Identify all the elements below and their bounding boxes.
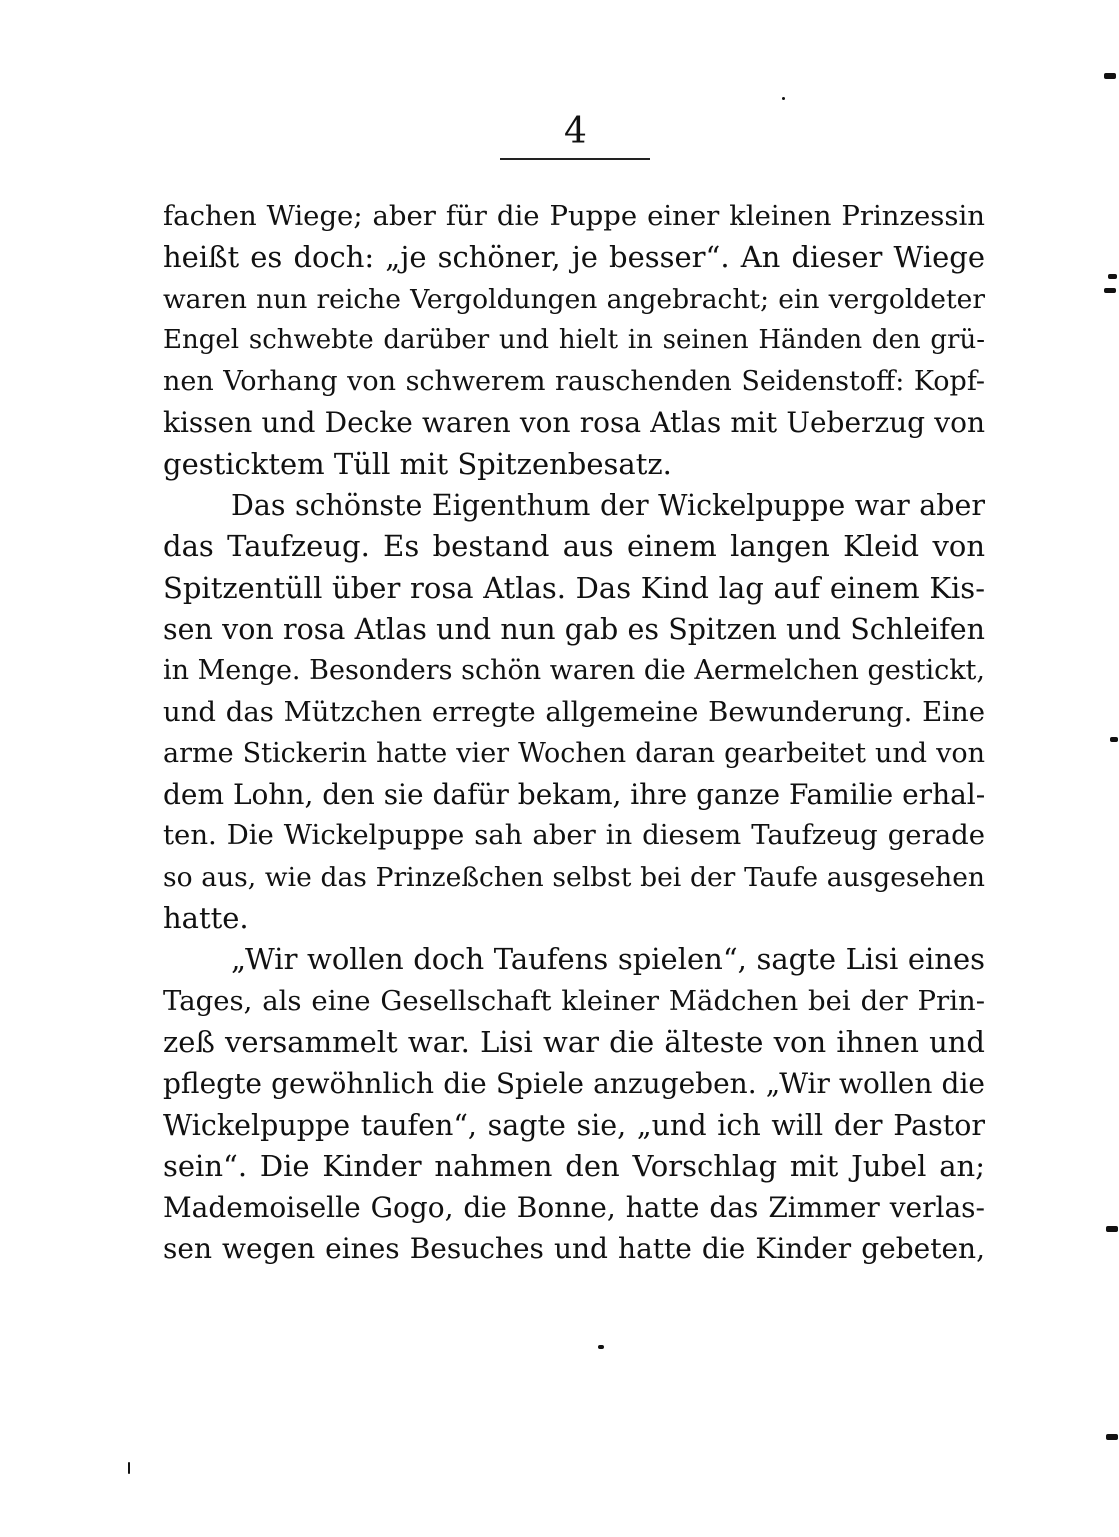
text-line: sen von rosa Atlas und nun gab es Spitzen und Schleifen [163, 612, 985, 646]
text-line: Spitzentüll über rosa Atlas. Das Kind lag auf einem Kis- [163, 570, 985, 605]
scan-speck [1108, 274, 1117, 279]
scan-speck [598, 1345, 604, 1349]
body-text [163, 196, 985, 1270]
text-line: dem Lohn, den sie dafür bekam, ihre ganze Familie erhal- [163, 778, 985, 812]
scan-speck [1104, 288, 1116, 293]
scan-speck [782, 97, 785, 100]
text-line: waren nun reiche Vergoldungen angebracht; ein vergoldeter [163, 283, 985, 315]
scan-speck [128, 1462, 130, 1474]
scan-speck [1106, 1226, 1118, 1232]
text-line: „Wir wollen doch Taufens spielen“, sagte Lisi eines [231, 942, 985, 977]
text-line: so aus, wie das Prinzeßchen selbst bei der Taufe ausgesehen [163, 861, 985, 893]
text-line: das Taufzeug. Es bestand aus einem langen Kleid von [163, 529, 985, 564]
text-line: Das schönste Eigenthum der Wickelpuppe war aber [231, 489, 985, 523]
scan-speck [1110, 737, 1118, 742]
text-line: Wickelpuppe taufen“, sagte sie, „und ich will der Pastor [163, 1108, 985, 1142]
text-line: Mademoiselle Gogo, die Bonne, hatte das Zimmer verlas- [163, 1191, 985, 1225]
page-number-rule [500, 158, 650, 160]
text-line: Engel schwebte darüber und hielt in seinen Händen den grü- [163, 324, 985, 355]
text-line: fachen Wiege; aber für die Puppe einer kleinen Prinzessin [163, 200, 985, 232]
text-line: sen wegen eines Besuches und hatte die Kinder gebeten, [163, 1232, 985, 1266]
text-line: sein“. Die Kinder nahmen den Vorschlag mit Jubel an; [163, 1148, 985, 1183]
text-line: Tages, als eine Gesellschaft kleiner Mädchen bei der Prin- [163, 984, 985, 1017]
page-number: 4 [564, 111, 587, 152]
scan-speck [1106, 1434, 1118, 1440]
scan-speck [1104, 73, 1116, 79]
text-line: pflegte gewöhnlich die Spiele anzugeben. „Wir wollen die [163, 1067, 985, 1101]
text-line: heißt es doch: „je schöner, je besser“. An dieser Wiege [163, 240, 985, 275]
text-line: nen Vorhang von schwerem rauschenden Seidenstoff: Kopf- [163, 366, 985, 398]
text-line: ten. Die Wickelpuppe sah aber in diesem Taufzeug gerade [163, 819, 985, 852]
text-line: kissen und Decke waren von rosa Atlas mit Ueberzug von [163, 406, 985, 440]
text-line: in Menge. Besonders schön waren die Aermelchen gestickt, [163, 655, 985, 687]
text-line: arme Stickerin hatte vier Wochen daran gearbeitet und von [163, 737, 985, 769]
text-line: und das Mützchen erregte allgemeine Bewunderung. Eine [163, 695, 985, 728]
text-line: zeß versammelt war. Lisi war die älteste von ihnen und [163, 1024, 985, 1059]
text-line: hatte. [163, 901, 249, 936]
text-line: gesticktem Tüll mit Spitzenbesatz. [163, 446, 672, 481]
